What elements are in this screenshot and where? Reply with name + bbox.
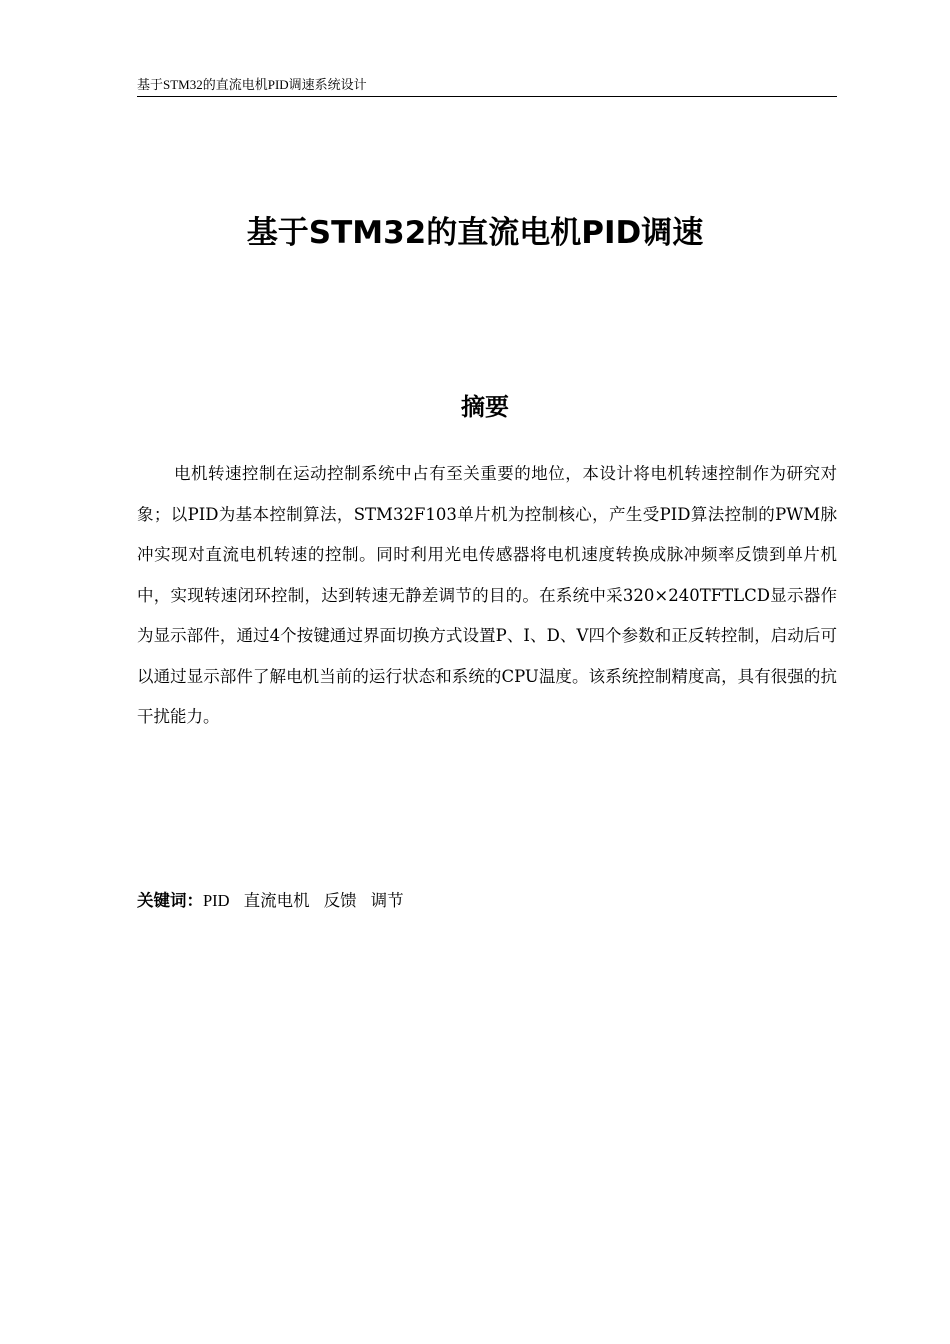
abstract-heading: 摘要: [461, 393, 509, 421]
keyword-item: 直流电机: [243, 891, 310, 910]
keyword-item: PID: [203, 891, 230, 910]
abstract-body: 电机转速控制在运动控制系统中占有至关重要的地位，本设计将电机转速控制作为研究对象；以PID为基本控制算法，STM32F103单片机为控制核心，产生受PID算法控制的PWM脉冲实现对直流电机转速的控制。同时利用光电传感器将电机速度转换成脉冲频率反馈到单片机中，实现转速闭环控制，达到转速无静差调节的目的。在系统中采320×240TFTLCD显示器作为显示部件，通过4个按键通过界面切换方式设置P、I、D、V四个参数和正反转控制，启动后可以通过显示部件了解电机当前的运行状态和系统的CPU温度。该系统控制精度高，具有很强的抗干扰能力。: [137, 464, 837, 726]
keyword-item: 调节: [370, 891, 404, 910]
keywords-line: [137, 886, 837, 916]
document-title: 基于STM32的直流电机PID调速: [246, 215, 704, 251]
keyword-item: 反馈: [323, 891, 357, 910]
running-header: 基于STM32的直流电机PID调速系统设计: [137, 76, 837, 97]
keywords-label: 关键词：: [137, 891, 203, 910]
